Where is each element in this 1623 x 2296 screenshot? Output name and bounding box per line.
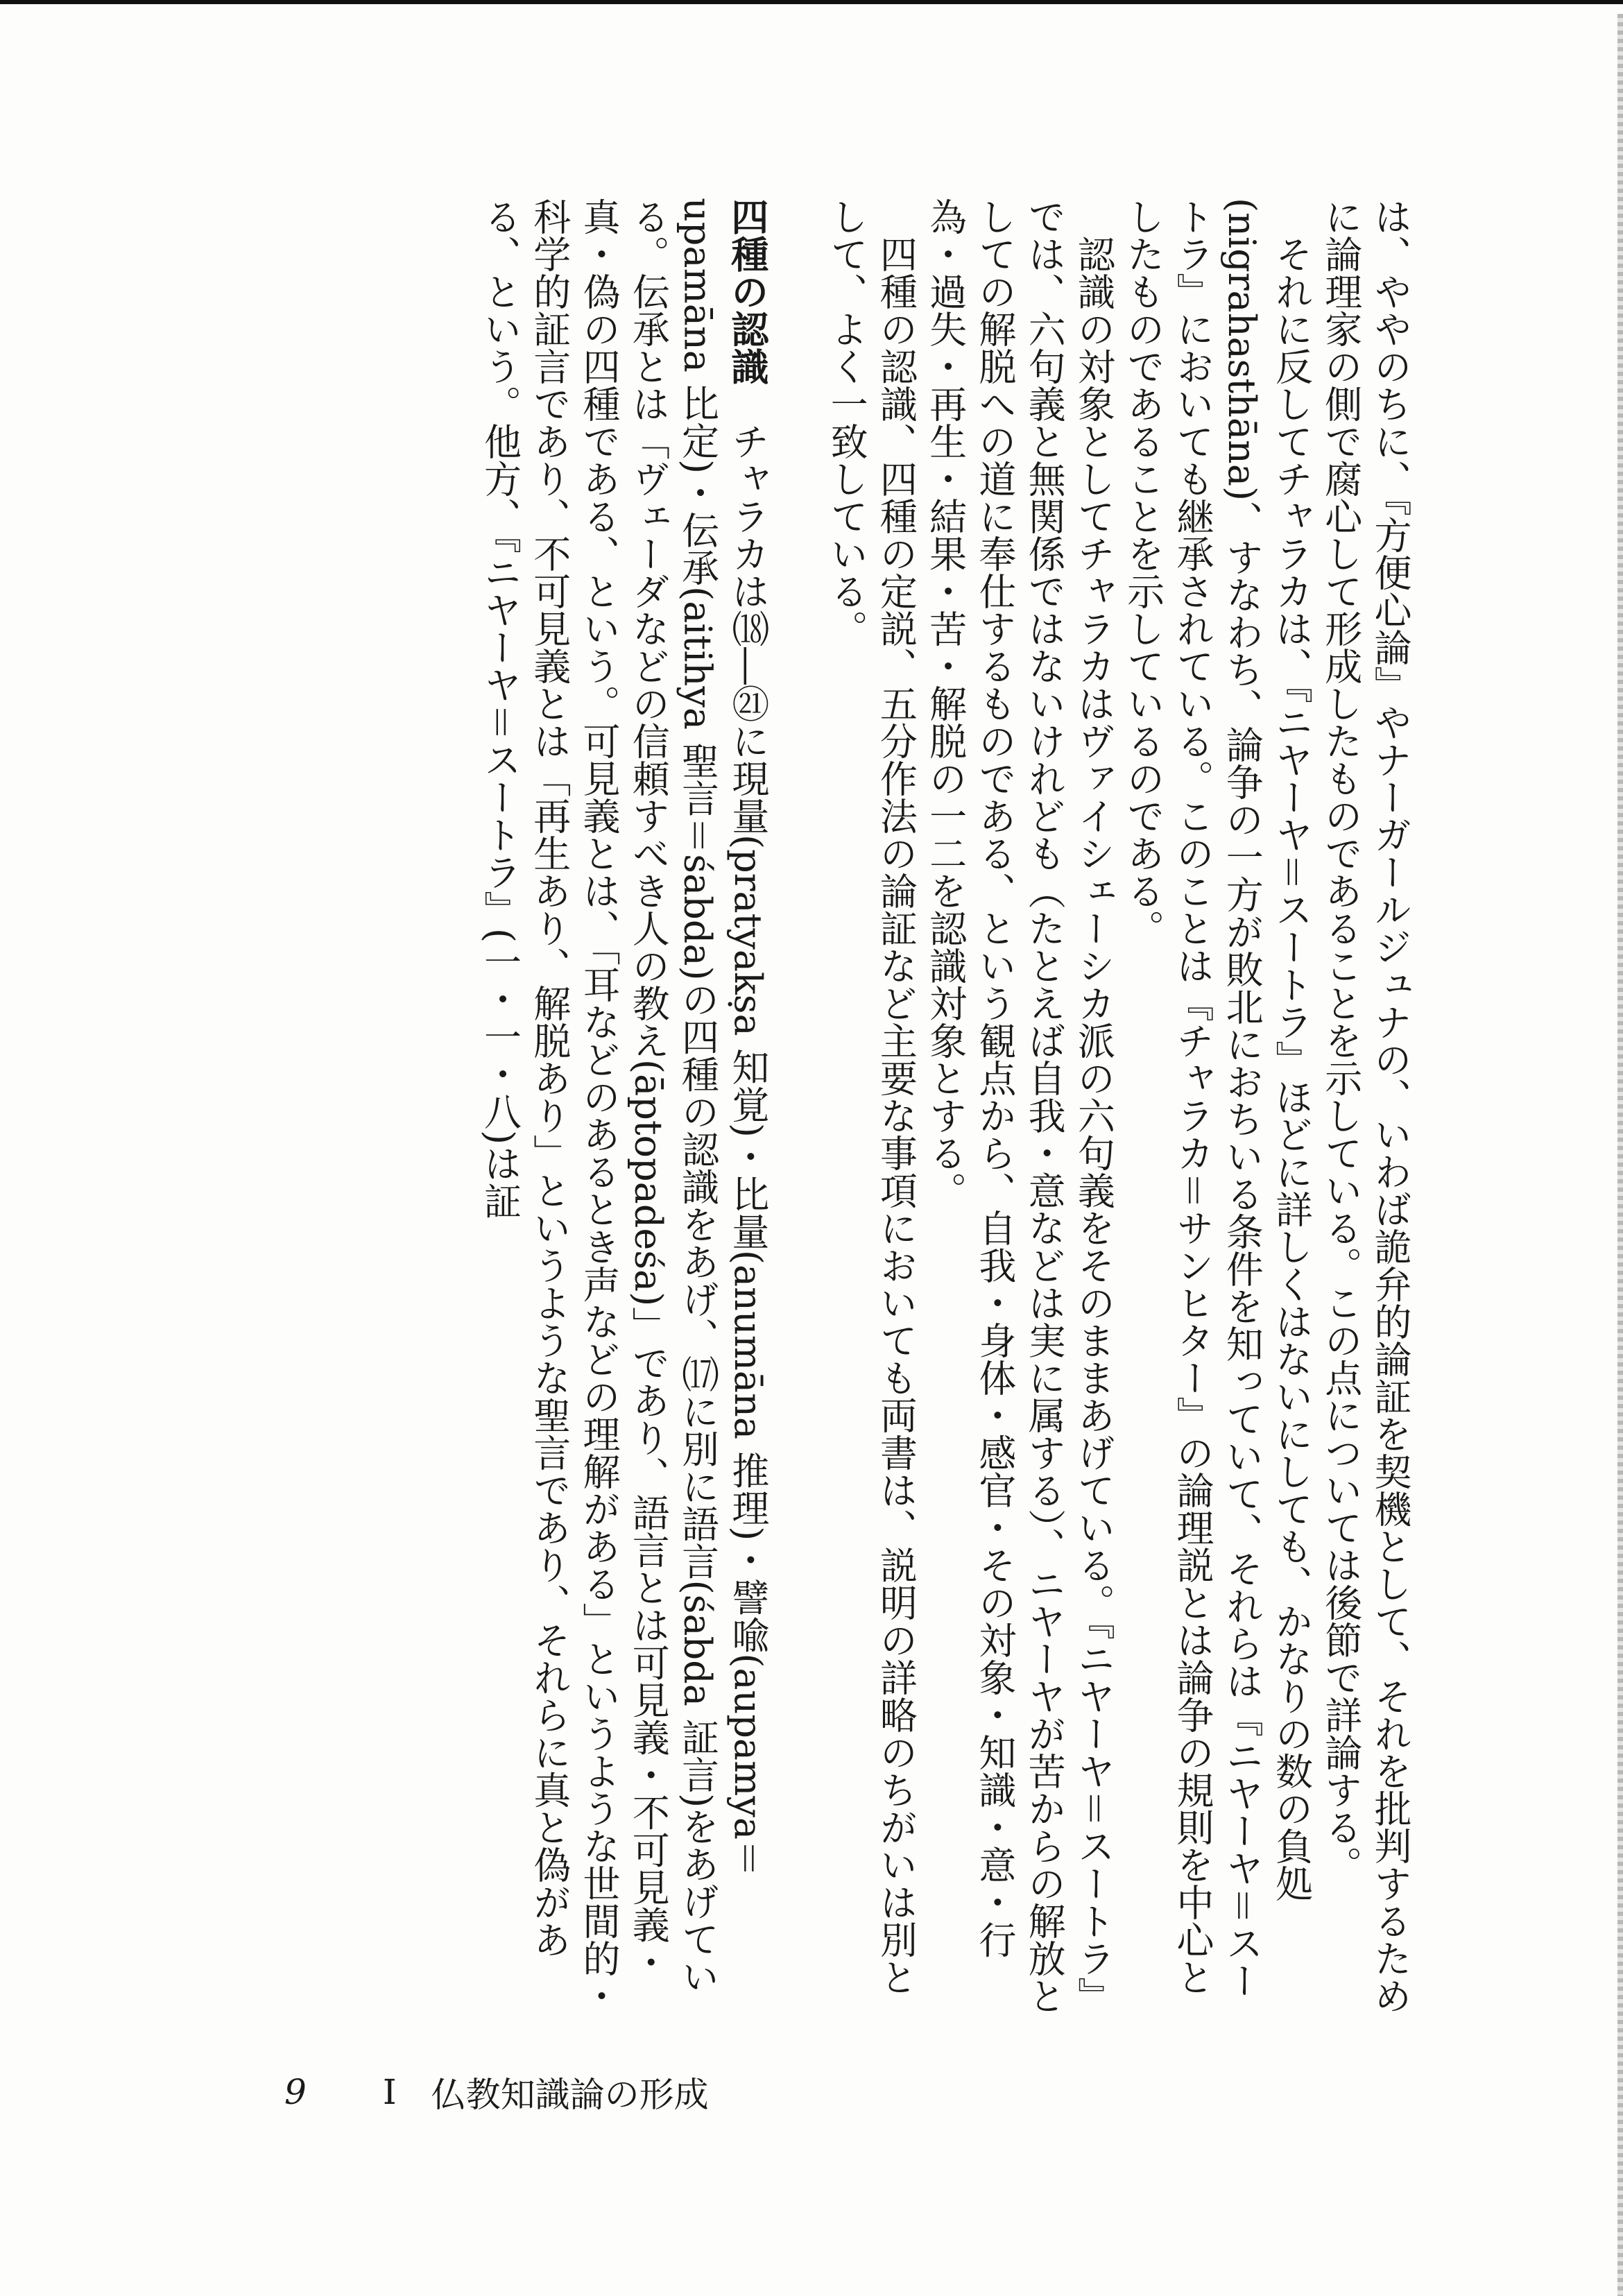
section-heading: 四種の認識 xyxy=(725,198,770,385)
section-body: チャラカは⒅―㉑に現量(pratyakṣa 知覚)・比量(anumāna 推理)・譬喩(aupamya＝upamāna 比定)・伝承(aitihya 聖言＝śabda)の四種の認識をあげ、⒄に別に語言(śabda 証言)をあげている。伝承とは「ヴェーダなどの信頼すべき人の教え(āptopadeśa)」であり、語言とは可見義・不可見義・真・偽の四種である、という。可見義とは、「耳などのあるとき声などの理解がある」というような世間的・科学的証言であり、不可見義とは「再生あり、解脱あり」というような聖言であり、それらに真と偽がある、という。他方、『ニヤーヤ＝スートラ』(一・一・八)は証 xyxy=(478,198,770,2014)
part-numeral: I xyxy=(382,2072,397,2112)
paragraph-1: は、ややのちに、『方便心論』やナーガールジュナの、いわば詭弁的論証を契機として、それを批判するために論理家の側で腐心して形成したものであることを示している。この点については後節で詳論する。 xyxy=(1319,198,1412,2014)
page-footer xyxy=(284,2067,709,2117)
section-spacer xyxy=(773,198,822,2029)
page-number: 9 xyxy=(284,2072,307,2112)
scan-page-edge xyxy=(1617,14,1623,2296)
chapter-title: 仏教知識論の形成 xyxy=(431,2075,709,2115)
paragraph-2: それに反してチャラカは、『ニヤーヤ＝スートラ』ほどに詳しくはないにしても、かなりの数の負処(nigrahasthāna)、すなわち、論争の一方が敗北におちいる条件を知っていて、それらは『ニヤーヤ＝スートラ』においても継承されている。このことは『チャラカ＝サンヒター』の論理説とは論争の規則を中心としたものであることを示しているのである。 xyxy=(1121,198,1314,2000)
vertical-text-body xyxy=(375,198,1415,2029)
paragraph-3: 認識の対象としてチャラカはヴァイシェーシカ派の六句義をそのままあげている。『ニヤーヤ＝スートラ』では、六句義と無関係ではないけれども（たとえば自我・意などは実に属する）、ニヤーヤが苦からの解放としての解脱への道に奉仕するものである、という観点から、自我・身体・感官・その対象・知識・意・行為・過失・再生・結果・苦・解脱の一二を認識対象とする。 xyxy=(923,198,1116,2014)
scan-top-border xyxy=(0,0,1623,4)
paragraph-4: 四種の認識、四種の定説、五分作法の論証など主要な事項においても両書は、説明の詳略のちがいは別として、よく一致している。 xyxy=(825,198,918,1996)
section-paragraph xyxy=(475,198,773,2029)
